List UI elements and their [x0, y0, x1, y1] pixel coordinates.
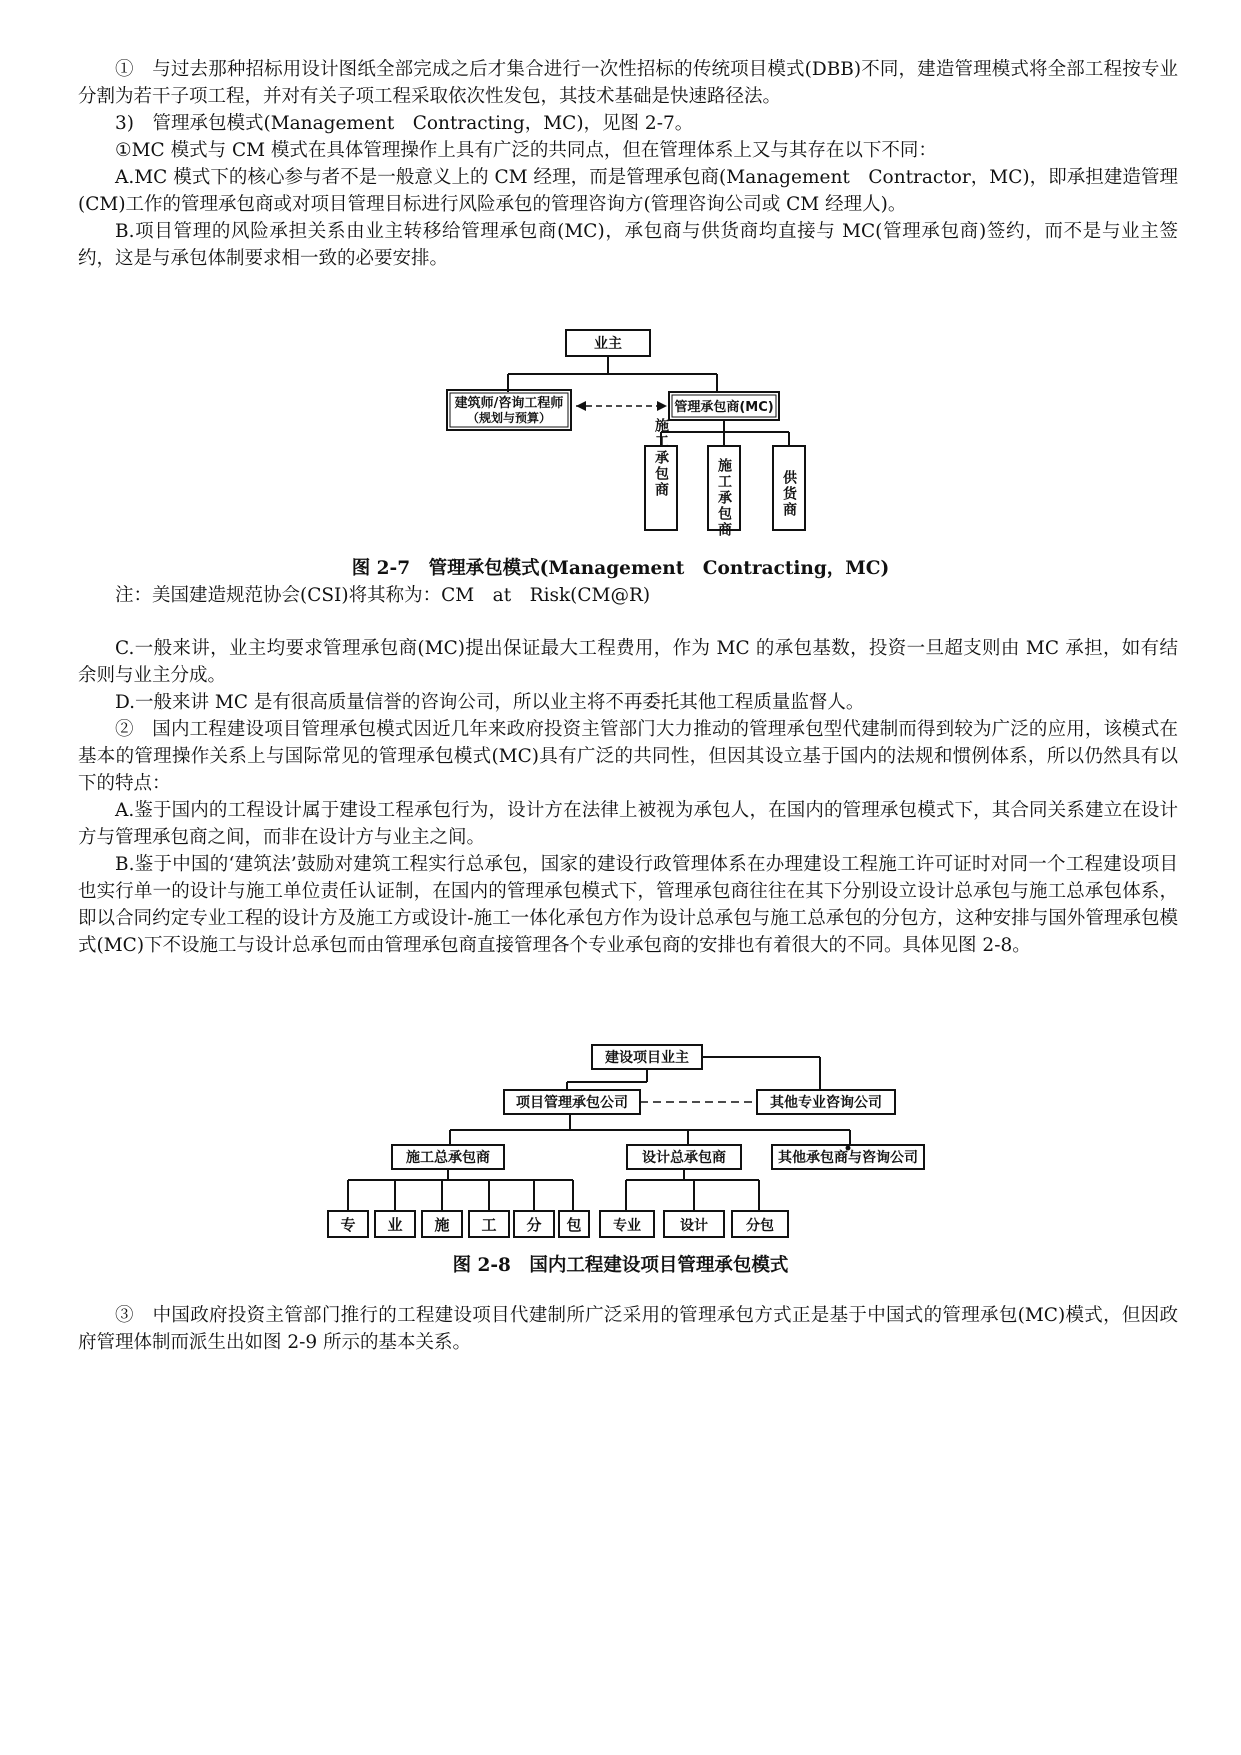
construction-sub-label: 专 — [340, 1216, 356, 1234]
owner-box-label: 业主 — [594, 336, 622, 352]
architect-box-sublabel: （规划与预算） — [466, 411, 552, 425]
paragraph: ③ 中国政府投资主管部门推行的工程建设项目代建制所广泛采用的管理承包方式正是基于中国式的管理承包(MC)模式，但因政府管理体制而派生出如图 2-9 所示的基本关系。 — [78, 1305, 1178, 1353]
design-sub-label: 专业 — [613, 1218, 641, 1234]
design-sub-label: 设计 — [680, 1218, 708, 1234]
architect-box-label: 建筑师/咨询工程师 — [454, 396, 564, 411]
contractor-box-label: 施工承包商 — [653, 418, 669, 498]
construction-sub-label: 施 — [434, 1216, 450, 1234]
paragraph: B.项目管理的风险承担关系由业主转移给管理承包商(MC)，承包商与供货商均直接与 MC(管理承包商)签约，而不是与业主签约，这是与承包体制要求相一致的必要安排。 — [78, 221, 1178, 269]
owner-box-label: 建设项目业主 — [605, 1050, 689, 1066]
other-consult-box-label: 其他专业咨询公司 — [770, 1095, 882, 1111]
construction-sub-label: 包 — [566, 1216, 582, 1234]
paragraph: A.MC 模式下的核心参与者不是一般意义上的 CM 经理，而是管理承包商(Management Contractor，MC)，即承担建造管理(CM)工作的管理承包商或对项目管理目标进行风险承包的管理咨询方(管理咨询公司或 CM 经理人)。 — [78, 167, 1178, 215]
paragraph: B.鉴于中国的‘建筑法’鼓励对建筑工程实行总承包，国家的建设行政管理体系在办理建设工程施工许可证时对同一个工程建设项目也实行单一的设计与施工单位责任认证制，在国内的管理承包模式下，管理承包商往往在其下分别设立设计总承包与施工总承包体系，即以合同约定专业工程的设计方及施工方或设计-施工一体化承包方作为设计总承包与施工总承包的分包方，这种安排与国外管理承包模式(MC)下不设施工与设计总承包而由管理承包商直接管理各个专业承包商的安排也有着很大的不同。具体见图 2-8。 — [78, 854, 1178, 956]
paragraph: ①MC 模式与 CM 模式在具体管理操作上具有广泛的共同点，但在管理体系上又与其存在以下不同： — [115, 140, 937, 161]
design-sub-label: 分包 — [746, 1218, 774, 1234]
mc-box-label: 管理承包商(MC) — [674, 400, 774, 415]
figure-2-8-diagram — [0, 1040, 1241, 1240]
figure-2-7-diagram — [0, 320, 1241, 540]
paragraph: ① 与过去那种招标用设计图纸全部完成之后才集合进行一次性招标的传统项目模式(DBB)不同，建造管理模式将全部工程按专业分割为若干子项工程，并对有关子项工程采取依次性发包，其技术基础是快速路径法。 — [78, 59, 1178, 107]
figure-note: 注：美国建造规范协会(CSI)将其称为：CM at Risk(CM@R) — [115, 585, 651, 606]
paragraph: A.鉴于国内的工程设计属于建设工程承包行为，设计方在法律上被视为承包人，在国内的管理承包模式下，其合同关系建立在设计方与管理承包商之间，而非在设计方与业主之间。 — [78, 800, 1178, 848]
construction-gc-box-label: 施工总承包商 — [406, 1150, 490, 1166]
construction-sub-label: 分 — [526, 1216, 542, 1234]
paragraph: C.一般来讲，业主均要求管理承包商(MC)提出保证最大工程费用，作为 MC 的承包基数，投资一旦超支则由 MC 承担，如有结余则与业主分成。 — [78, 638, 1178, 686]
supplier-box-label: 供货商 — [781, 470, 797, 518]
paragraph: D.一般来讲 MC 是有很高质量信誉的咨询公司，所以业主将不再委托其他工程质量监督人。 — [115, 692, 865, 713]
other-contractors-box-label: 其他承包商与咨询公司 — [778, 1150, 918, 1166]
design-gc-box-label: 设计总承包商 — [642, 1150, 726, 1166]
pm-company-box-label: 项目管理承包公司 — [516, 1095, 628, 1111]
figure-caption: 图 2-7 管理承包模式(Management Contracting，MC) — [351, 558, 890, 579]
construction-sub-label: 工 — [481, 1216, 497, 1234]
contractor-box-label: 施工承包商 — [716, 458, 732, 538]
paragraph: 3) 管理承包模式(Management Contracting，MC)，见图 2-7。 — [115, 113, 694, 134]
figure-caption: 图 2-8 国内工程建设项目管理承包模式 — [452, 1255, 789, 1276]
paragraph: ② 国内工程建设项目管理承包模式因近几年来政府投资主管部门大力推动的管理承包型代建制而得到较为广泛的应用，该模式在基本的管理操作关系上与国际常见的管理承包模式(MC)具有广泛的共同性，但因其设立基于国内的法规和惯例体系，所以仍然具有以下的特点： — [78, 719, 1178, 794]
construction-sub-label: 业 — [387, 1216, 403, 1234]
